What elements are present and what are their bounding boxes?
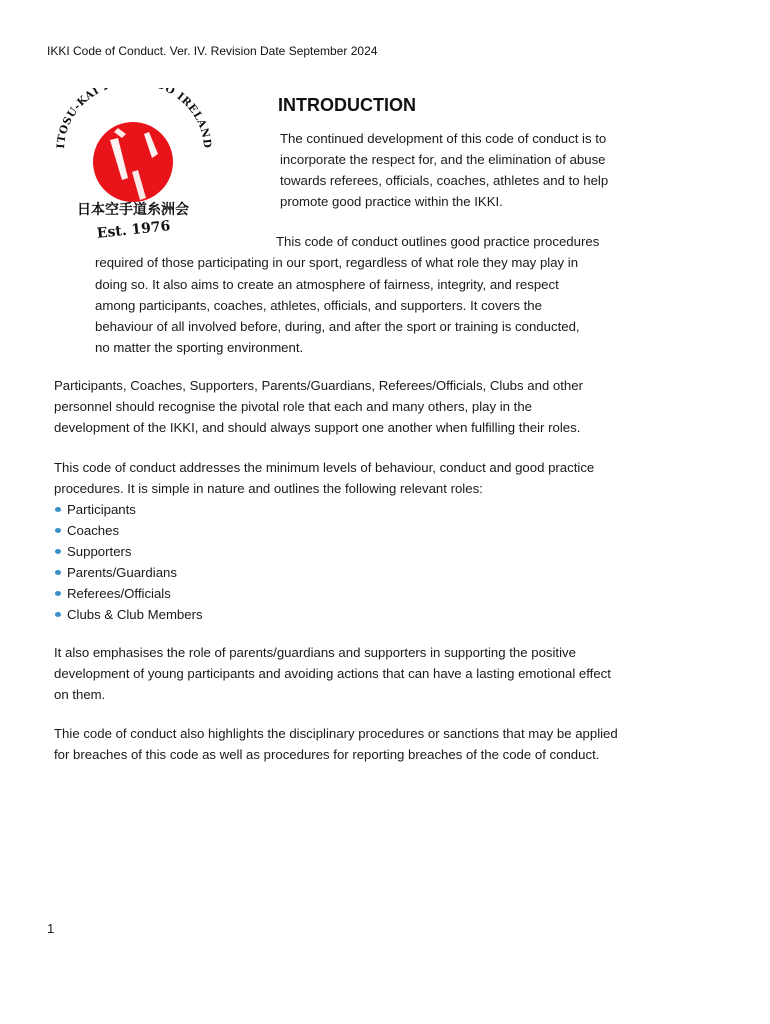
outline-line: no matter the sporting environment. [95,340,304,356]
personnel-line: development of the IKKI, and should always support one another when fulfilling their roles. [54,420,581,435]
outline-line: required of those participating in our sport, regardless of what role they may play in [95,255,579,271]
outline-paragraph [95,231,675,359]
disciplinary-line: for breaches of this code as well as procedures for reporting breaches of the code of conduct. [54,747,600,762]
outline-line: doing so. It also aims to create an atmosphere of fairness, integrity, and respect [95,276,559,292]
logo-arc-text: ITOSU-KAI O IRELAND [54,88,214,150]
document-header: IKKI Code of Conduct. Ver. IV. Revision Date September 2024 [47,44,378,58]
intro-line: towards referees, officials, coaches, athletes and to help [280,173,609,188]
logo-established: Est. 1976 [96,218,172,240]
role-list-item: Referees/Officials [54,583,724,604]
role-list-item: Clubs & Club Members [54,604,724,625]
emphasis-line: development of young participants and avoiding actions that can have a lasting emotional effect [54,666,611,681]
intro-paragraph [280,128,680,212]
personnel-line: personnel should recognise the pivotal role that each and many others, play in the [54,399,532,414]
disciplinary-line: Thie code of conduct also highlights the disciplinary procedures or sanctions that may be applied [54,726,618,741]
page-number: 1 [47,921,55,936]
emphasis-paragraph [54,642,724,705]
addresses-paragraph [54,457,724,625]
outline-line-text: This code of conduct outlines good practice procedures [276,234,600,249]
addresses-line: This code of conduct addresses the minimum levels of behaviour, conduct and good practice [54,460,595,475]
intro-line: promote good practice within the IKKI. [280,194,503,209]
intro-line: incorporate the respect for, and the elimination of abuse [280,152,606,167]
logo-red-circle [93,122,173,202]
ikki-logo-graphic [48,88,218,240]
outline-line [95,231,675,252]
page-title: INTRODUCTION [278,95,416,115]
role-list-item: Coaches [54,520,724,541]
ikki-logo [48,88,218,240]
outline-line: among participants, coaches, athletes, officials, and supporters. It covers the [95,297,542,313]
emphasis-line: It also emphasises the role of parents/guardians and supporters in supporting the positive [54,645,576,660]
outline-line: behaviour of all involved before, during, and after the sport or training is conducted, [95,319,580,335]
role-list-item: Supporters [54,541,724,562]
personnel-paragraph [54,375,724,438]
roles-list [54,499,724,625]
intro-line: The continued development of this code of conduct is to [280,131,607,146]
emphasis-line: on them. [54,687,106,702]
addresses-line: procedures. It is simple in nature and outlines the following relevant roles: [54,481,483,496]
disciplinary-paragraph [54,723,724,765]
personnel-line: Participants, Coaches, Supporters, Parents/Guardians, Referees/Officials, Clubs and other [54,378,583,393]
logo-kanji: 日本空手道糸洲会 [77,202,189,218]
role-list-item: Parents/Guardians [54,562,724,583]
role-list-item: Participants [54,499,724,520]
